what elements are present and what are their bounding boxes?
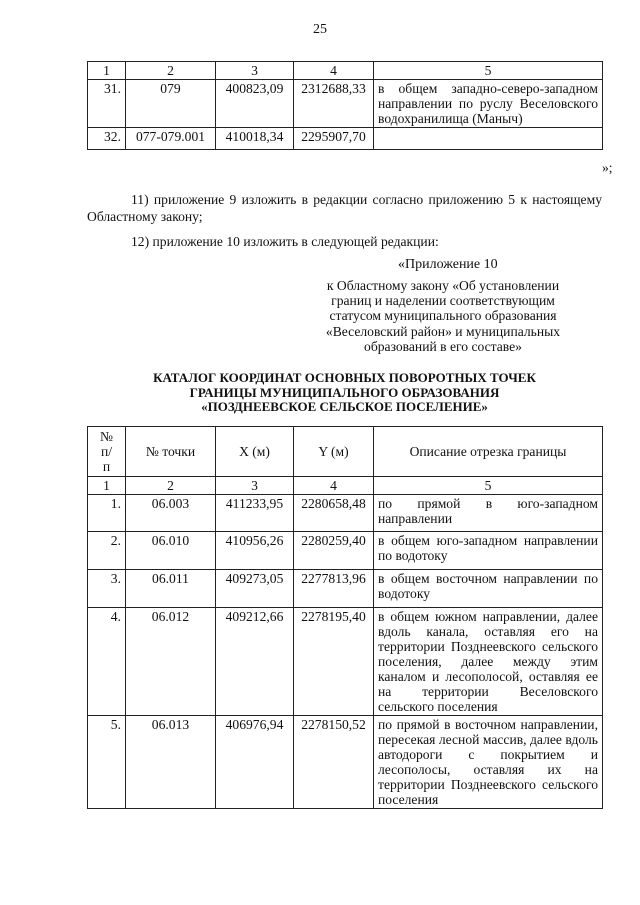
header-description: Описание отрезка границы xyxy=(374,427,603,477)
table-row xyxy=(88,608,603,716)
column-number: 3 xyxy=(216,62,294,80)
x-coordinate: 410956,26 xyxy=(216,532,294,570)
header-x: X (м) xyxy=(216,427,294,477)
table-row xyxy=(88,495,603,532)
row-number: 4. xyxy=(88,608,126,716)
catalog-title-line: ГРАНИЦЫ МУНИЦИПАЛЬНОГО ОБРАЗОВАНИЯ xyxy=(189,384,500,400)
x-coordinate: 410018,34 xyxy=(216,128,294,150)
column-number: 3 xyxy=(216,477,294,495)
table-row xyxy=(88,716,603,809)
column-number: 1 xyxy=(88,477,126,495)
row-number: 3. xyxy=(88,570,126,608)
header-y: Y (м) xyxy=(294,427,374,477)
table-column-numbers-row xyxy=(88,62,603,80)
segment-description xyxy=(374,128,603,150)
segment-description: по прямой в юго-западном направлении xyxy=(374,495,603,532)
x-coordinate: 409212,66 xyxy=(216,608,294,716)
x-coordinate: 400823,09 xyxy=(216,80,294,128)
row-number: 32. xyxy=(88,128,126,150)
x-coordinate: 409273,05 xyxy=(216,570,294,608)
y-coordinate: 2312688,33 xyxy=(294,80,374,128)
continued-coordinates-table xyxy=(87,61,603,150)
table-row xyxy=(88,532,603,570)
point-number: 06.011 xyxy=(126,570,216,608)
table-column-numbers-row xyxy=(88,477,603,495)
segment-description: в общем западно-северо-западном направлении по руслу Веселовского водохранилища (Маныч) xyxy=(374,80,603,128)
column-number: 5 xyxy=(374,62,603,80)
point-number: 077-079.001 xyxy=(126,128,216,150)
point-number: 06.013 xyxy=(126,716,216,809)
column-number: 1 xyxy=(88,62,126,80)
segment-description: в общем южном направлении, далее вдоль канала, оставляя его на территории Позднеевского сельского поселения, далее между этим каналом и лесополосой, оставляя ее на территории Веселовского сельского поселения xyxy=(374,608,603,716)
catalog-title-line: «ПОЗДНЕЕВСКОЕ СЕЛЬСКОЕ ПОСЕЛЕНИЕ» xyxy=(201,399,488,414)
amendment-paragraph-12: 12) приложение 10 изложить в следующей редакции: xyxy=(131,234,439,249)
point-number: 06.012 xyxy=(126,608,216,716)
table-header-row xyxy=(88,427,603,477)
y-coordinate: 2277813,96 xyxy=(294,570,374,608)
y-coordinate: 2278195,40 xyxy=(294,608,374,716)
y-coordinate: 2295907,70 xyxy=(294,128,374,150)
point-number: 06.003 xyxy=(126,495,216,532)
table-row xyxy=(88,80,603,128)
coordinates-catalog-table xyxy=(87,426,603,809)
column-number: 2 xyxy=(126,477,216,495)
y-coordinate: 2278150,52 xyxy=(294,716,374,809)
segment-description: в общем юго-западном направлении по водотоку xyxy=(374,532,603,570)
catalog-title xyxy=(87,371,602,415)
point-number: 06.010 xyxy=(126,532,216,570)
column-number: 2 xyxy=(126,62,216,80)
table-row xyxy=(88,570,603,608)
header-row-number: № п/п xyxy=(88,427,126,477)
table-row xyxy=(88,128,603,150)
point-number: 079 xyxy=(126,80,216,128)
row-number: 1. xyxy=(88,495,126,532)
x-coordinate: 406976,94 xyxy=(216,716,294,809)
catalog-title-line: КАТАЛОГ КООРДИНАТ ОСНОВНЫХ ПОВОРОТНЫХ ТОЧЕК xyxy=(153,370,536,385)
appendix-label: «Приложение 10 xyxy=(398,257,498,272)
x-coordinate: 411233,95 xyxy=(216,495,294,532)
page-number: 25 xyxy=(313,22,327,37)
row-number: 2. xyxy=(88,532,126,570)
appendix-caption: к Областному закону «Об установлении границ и наделении соответствующим статусом муниципального образования «Веселовский район» и муниципальных образований в его составе» xyxy=(325,278,561,354)
row-number: 31. xyxy=(88,80,126,128)
segment-description: в общем восточном направлении по водотоку xyxy=(374,570,603,608)
column-number: 4 xyxy=(294,477,374,495)
segment-description: по прямой в восточном направлении, пересекая лесной массив, далее вдоль автодороги с покрытием и лесополосы, оставляя их на территории Позднеевского сельского поселения xyxy=(374,716,603,809)
column-number: 4 xyxy=(294,62,374,80)
y-coordinate: 2280658,48 xyxy=(294,495,374,532)
column-number: 5 xyxy=(374,477,603,495)
header-point-number: № точки xyxy=(126,427,216,477)
table-closing-quote: »; xyxy=(602,160,613,175)
row-number: 5. xyxy=(88,716,126,809)
amendment-paragraph-11: 11) приложение 9 изложить в редакции согласно приложению 5 к настоящему Областному закону; xyxy=(87,192,602,224)
y-coordinate: 2280259,40 xyxy=(294,532,374,570)
